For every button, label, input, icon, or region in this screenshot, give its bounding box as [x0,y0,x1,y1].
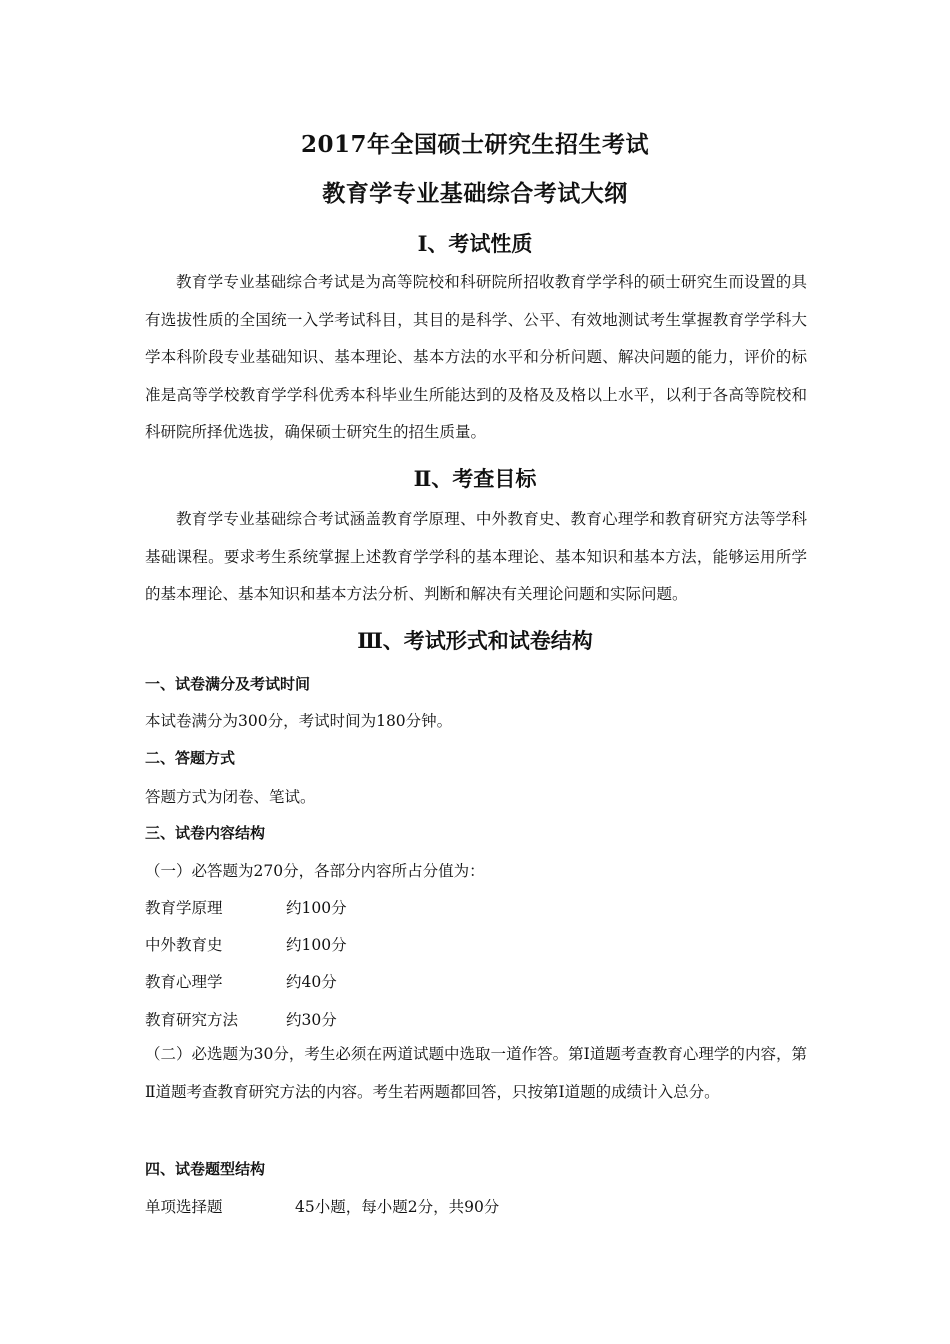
subheading-score-time: 一、试卷满分及考试时间 [145,675,311,693]
score-value: 约100分 [286,936,347,954]
score-value: 约100分 [286,899,347,917]
subheading-question-types: 四、试卷题型结构 [145,1160,266,1178]
text-required-section: （一）必答题为270分，各部分内容所占分值为： [145,862,485,880]
score-row [145,1008,337,1030]
subheading-content-structure: 三、试卷内容结构 [145,824,266,842]
score-subject: 教育学原理 [145,899,223,917]
score-row [145,970,337,992]
doc-title-line1: 2017年全国硕士研究生招生考试 [300,131,649,158]
score-subject: 中外教育史 [145,936,223,954]
subheading-answer-method: 二、答题方式 [145,749,236,767]
section-heading-1: Ⅰ、考试性质 [417,231,533,256]
doc-title-line2: 教育学专业基础综合考试大纲 [322,180,628,207]
question-type-row [145,1195,499,1217]
score-row [145,933,347,955]
score-value: 约30分 [286,1011,337,1029]
paragraph-exam-objectives: 教育学专业基础综合考试涵盖教育学原理、中外教育史、教育心理学和教育研究方法等学科基础课程。要求考生系统掌握上述教育学学科的基本理论、基本知识和基本方法，能够运用所学的基本理论、基本知识和基本方法分析、判断和解决有关理论问题和实际问题。 [145,510,807,603]
score-subject: 教育心理学 [145,973,223,991]
paragraph-elective-section: （二）必选题为30分，考生必须在两道试题中选取一道作答。第Ⅰ道题考查教育心理学的内容，第Ⅱ道题考查教育研究方法的内容。考生若两题都回答，只按第Ⅰ道题的成绩计入总分。 [145,1045,807,1101]
question-type-value: 45小题，每小题2分，共90分 [295,1198,500,1216]
text-answer-method: 答题方式为闭卷、笔试。 [145,788,316,806]
paragraph-exam-nature: 教育学专业基础综合考试是为高等院校和科研院所招收教育学学科的硕士研究生而设置的具有选拔性质的全国统一入学考试科目，其目的是科学、公平、有效地测试考生掌握教育学学科大学本科阶段专业基础知识、基本理论、基本方法的水平和分析问题、解决问题的能力，评价的标准是高等学校教育学学科优秀本科毕业生所能达到的及格及及格以上水平，以利于各高等院校和科研院所择优选拔，确保硕士研究生的招生质量。 [145,273,807,441]
score-subject: 教育研究方法 [145,1011,239,1029]
question-type-name: 单项选择题 [145,1198,223,1216]
score-row [145,896,347,918]
section-heading-3: Ⅲ、考试形式和试卷结构 [357,628,593,653]
section-heading-2: Ⅱ、考查目标 [413,466,537,491]
score-value: 约40分 [286,973,337,991]
text-score-time: 本试卷满分为300分，考试时间为180分钟。 [145,712,453,730]
